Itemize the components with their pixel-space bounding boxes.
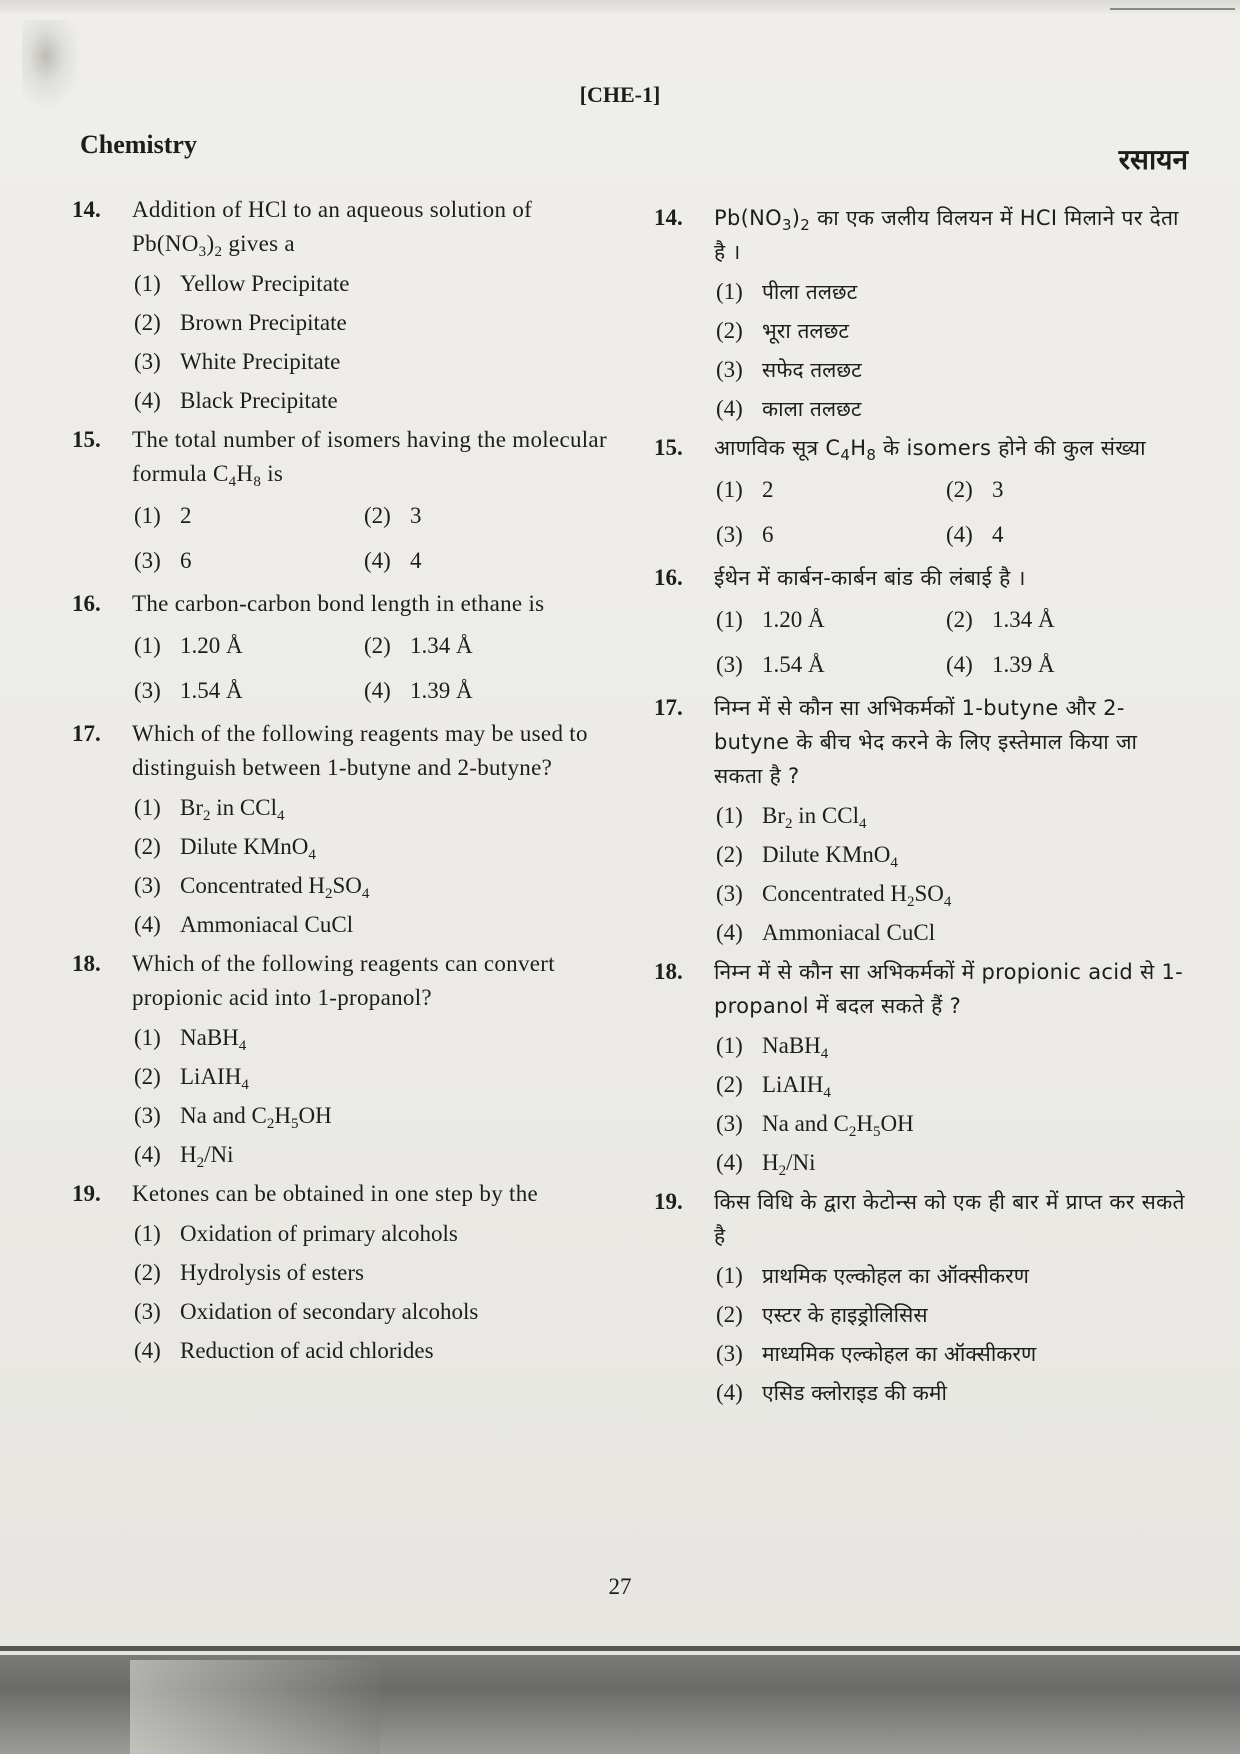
option-number: (1) — [134, 503, 161, 528]
option-number: (1) — [134, 795, 161, 820]
answer-option — [714, 838, 1192, 872]
option-number: (2) — [716, 842, 743, 867]
option-number: (3) — [134, 1299, 161, 1324]
option-text: $H_2/Ni$ — [180, 1142, 234, 1171]
option-number: (1) — [134, 1221, 161, 1246]
option-number: (1) — [716, 803, 743, 828]
question-17 — [654, 691, 1192, 950]
option-list — [714, 603, 1192, 687]
option-text: Na and $C_2H_5OH$ — [180, 1103, 332, 1132]
question-text: Which of the following reagents can convert propionic acid into 1-propanol? — [132, 951, 555, 1010]
option-text: Oxidation of primary alcohols — [180, 1221, 458, 1246]
option-number: (4) — [364, 678, 391, 703]
option-text: 1.20 Å — [762, 607, 825, 632]
option-number: (2) — [946, 477, 973, 502]
answer-option — [132, 1334, 620, 1368]
question-15 — [654, 431, 1192, 557]
option-number: (2) — [946, 607, 973, 632]
answer-option — [132, 544, 362, 578]
question-14 — [72, 193, 620, 418]
answer-option — [132, 499, 362, 533]
question-19 — [654, 1185, 1192, 1410]
answer-option — [714, 392, 1192, 426]
option-number: (4) — [134, 1338, 161, 1363]
option-number: (4) — [134, 1142, 161, 1167]
option-number: (3) — [716, 357, 743, 382]
option-number: (3) — [134, 548, 161, 573]
option-text: Concentrated $H_2SO_4$ — [762, 881, 952, 910]
option-number: (2) — [134, 1064, 161, 1089]
answer-option — [714, 1146, 1192, 1180]
option-text: 2 — [762, 477, 774, 502]
option-number: (1) — [716, 279, 743, 304]
option-number: (2) — [364, 633, 391, 658]
option-text: 6 — [762, 522, 774, 547]
question-text: The total number of isomers having the molecular formula $C_4H_8$ is — [132, 427, 607, 490]
option-text: Ammoniacal CuCl — [180, 912, 354, 937]
question-16 — [72, 587, 620, 713]
option-list — [714, 1029, 1192, 1180]
option-text: LiAIH$_4$ — [762, 1072, 831, 1101]
option-text: एसिड क्लोराइड की कमी — [762, 1381, 947, 1405]
option-number: (3) — [716, 1341, 743, 1366]
option-text: Dilute KMnO$_4$ — [762, 842, 898, 871]
answer-option — [944, 518, 1174, 552]
option-number: (4) — [134, 388, 161, 413]
question-number: 14. — [654, 205, 683, 230]
option-list — [714, 1259, 1192, 1410]
answer-option — [132, 869, 620, 903]
option-text: 3 — [410, 503, 422, 528]
answer-option — [132, 791, 620, 825]
option-text: Concentrated $H_2SO_4$ — [180, 873, 370, 902]
answer-option — [132, 345, 620, 379]
answer-option — [362, 499, 592, 533]
option-number: (1) — [134, 1025, 161, 1050]
question-18 — [654, 955, 1192, 1180]
answer-option — [132, 629, 362, 663]
answer-option — [132, 306, 620, 340]
option-number: (2) — [364, 503, 391, 528]
option-text: LiAIH$_4$ — [180, 1064, 249, 1093]
answer-option — [714, 648, 944, 682]
option-list — [714, 799, 1192, 950]
answer-option — [944, 473, 1174, 507]
question-text: निम्न में से कौन सा अभिकर्मकों में propionic acid से 1-propanol में बदल सकते हैं ? — [714, 960, 1184, 1018]
option-number: (4) — [716, 1380, 743, 1405]
option-number: (3) — [134, 873, 161, 898]
question-text: Addition of HCl to an aqueous solution of $Pb(NO_3)_2$ gives a — [132, 197, 533, 260]
option-text: 4 — [992, 522, 1004, 547]
answer-option — [132, 674, 362, 708]
option-text: NaBH$_4$ — [180, 1025, 247, 1054]
option-number: (2) — [716, 318, 743, 343]
option-number: (2) — [134, 310, 161, 335]
top-rule — [1110, 8, 1235, 10]
question-text: The carbon-carbon bond length in ethane is — [132, 591, 545, 616]
question-number: 18. — [72, 951, 101, 976]
option-number: (1) — [716, 607, 743, 632]
question-text: Ketones can be obtained in one step by the — [132, 1181, 539, 1206]
option-number: (3) — [134, 1103, 161, 1128]
question-19 — [72, 1177, 620, 1368]
question-17 — [72, 717, 620, 942]
option-list — [714, 275, 1192, 426]
answer-option — [714, 1107, 1192, 1141]
answer-option — [362, 629, 592, 663]
answer-option — [714, 1029, 1192, 1063]
option-text: Black Precipitate — [180, 388, 338, 413]
option-text: 1.34 Å — [992, 607, 1055, 632]
option-number: (4) — [716, 1150, 743, 1175]
question-14 — [654, 201, 1192, 426]
answer-option — [944, 603, 1174, 637]
question-text: निम्न में से कौन सा अभिकर्मकों 1-butyne और 2-butyne के बीच भेद करने के लिए इस्तेमाल किया जा सकता है ? — [714, 696, 1138, 788]
option-text: Yellow Precipitate — [180, 271, 350, 296]
answer-option — [132, 1099, 620, 1133]
question-number: 15. — [654, 435, 683, 460]
option-text: 3 — [992, 477, 1004, 502]
option-list — [132, 499, 620, 583]
option-number: (3) — [716, 881, 743, 906]
option-text: Hydrolysis of esters — [180, 1260, 364, 1285]
option-number: (4) — [716, 396, 743, 421]
option-number: (1) — [134, 633, 161, 658]
option-number: (1) — [134, 271, 161, 296]
question-18 — [72, 947, 620, 1172]
question-number: 19. — [72, 1181, 101, 1206]
answer-option — [132, 267, 620, 301]
option-text: 1.34 Å — [410, 633, 473, 658]
option-text: माध्यमिक एल्कोहल का ऑक्सीकरण — [762, 1342, 1037, 1366]
answer-option — [714, 1068, 1192, 1102]
option-text: Reduction of acid chlorides — [180, 1338, 434, 1363]
question-text: आणविक सूत्र $C_4H_8$ के isomers होने की कुल संख्या — [714, 436, 1146, 464]
option-text: पीला तलछट — [762, 280, 858, 304]
answer-option — [714, 314, 1192, 348]
question-text: किस विधि के द्वारा केटोन्स को एक ही बार में प्राप्त कर सकते है — [714, 1190, 1185, 1248]
page-number: 27 — [608, 1574, 632, 1599]
question-number: 14. — [72, 197, 101, 222]
question-number: 19. — [654, 1189, 683, 1214]
option-text: काला तलछट — [762, 397, 862, 421]
option-text: 1.39 Å — [992, 652, 1055, 677]
scan-bottom-shade — [130, 1660, 380, 1754]
option-text: 2 — [180, 503, 192, 528]
option-number: (4) — [716, 920, 743, 945]
answer-option — [714, 877, 1192, 911]
option-number: (3) — [716, 1111, 743, 1136]
answer-option — [362, 674, 592, 708]
option-text: Na and $C_2H_5OH$ — [762, 1111, 914, 1140]
option-text: NaBH$_4$ — [762, 1033, 829, 1062]
answer-option — [132, 830, 620, 864]
option-list — [132, 1021, 620, 1172]
answer-option — [132, 1295, 620, 1329]
option-number: (3) — [134, 678, 161, 703]
option-text: White Precipitate — [180, 349, 341, 374]
paper-code: [CHE-1] — [579, 82, 661, 107]
answer-option — [714, 916, 1192, 950]
option-list — [132, 791, 620, 942]
option-text: Dilute KMnO$_4$ — [180, 834, 316, 863]
answer-option — [132, 1060, 620, 1094]
question-number: 18. — [654, 959, 683, 984]
option-text: Oxidation of secondary alcohols — [180, 1299, 479, 1324]
hindi-column — [654, 201, 1192, 1415]
option-text: भूरा तलछट — [762, 319, 849, 343]
option-text: 1.39 Å — [410, 678, 473, 703]
option-text: 1.20 Å — [180, 633, 243, 658]
answer-option — [714, 1298, 1192, 1332]
option-number: (4) — [946, 522, 973, 547]
option-text: 1.54 Å — [180, 678, 243, 703]
question-text: ईथेन में कार्बन-कार्बन बांड की लंबाई है । — [714, 566, 1026, 590]
answer-option — [132, 1138, 620, 1172]
question-text: $Pb(NO_3)_2$ का एक जलीय विलयन में HCI मिलाने पर देता है । — [714, 206, 1179, 264]
option-list — [714, 473, 1192, 557]
answer-option — [132, 1256, 620, 1290]
option-number: (3) — [134, 349, 161, 374]
subject-title-english: Chemistry — [80, 130, 197, 159]
answer-option — [132, 384, 620, 418]
option-number: (1) — [716, 1033, 743, 1058]
option-text: प्राथमिक एल्कोहल का ऑक्सीकरण — [762, 1264, 1029, 1288]
option-list — [132, 629, 620, 713]
option-text: $H_2/Ni$ — [762, 1150, 816, 1179]
question-number: 16. — [654, 565, 683, 590]
option-number: (2) — [134, 834, 161, 859]
option-number: (2) — [134, 1260, 161, 1285]
scan-edge — [0, 0, 1240, 14]
answer-option — [944, 648, 1174, 682]
question-15 — [72, 423, 620, 583]
option-text: एस्टर के हाइड्रोलिसिस — [762, 1303, 928, 1327]
option-text: 6 — [180, 548, 192, 573]
option-text: Brown Precipitate — [180, 310, 347, 335]
option-text: 1.54 Å — [762, 652, 825, 677]
bottom-rule — [0, 1646, 1240, 1651]
answer-option — [714, 1376, 1192, 1410]
answer-option — [132, 1217, 620, 1251]
english-column — [72, 193, 620, 1373]
option-list — [132, 1217, 620, 1368]
question-text: Which of the following reagents may be used to distinguish between 1-butyne and 2-butyne? — [132, 721, 588, 780]
answer-option — [714, 473, 944, 507]
subject-title-hindi: रसायन — [1118, 143, 1188, 176]
answer-option — [714, 518, 944, 552]
answer-option — [714, 799, 1192, 833]
option-number: (4) — [364, 548, 391, 573]
question-16 — [654, 561, 1192, 687]
answer-option — [714, 275, 1192, 309]
option-text: Ammoniacal CuCl — [762, 920, 936, 945]
answer-option — [714, 353, 1192, 387]
answer-option — [714, 1259, 1192, 1293]
option-number: (2) — [716, 1302, 743, 1327]
answer-option — [714, 1337, 1192, 1371]
answer-option — [132, 1021, 620, 1055]
option-text: 4 — [410, 548, 422, 573]
option-list — [132, 267, 620, 418]
question-number: 15. — [72, 427, 101, 452]
answer-option — [362, 544, 592, 578]
option-number: (4) — [946, 652, 973, 677]
question-number: 16. — [72, 591, 101, 616]
answer-option — [132, 908, 620, 942]
option-number: (4) — [134, 912, 161, 937]
option-number: (1) — [716, 477, 743, 502]
option-text: $Br_2$ in CCl$_4$ — [180, 795, 285, 824]
option-text: $Br_2$ in CCl$_4$ — [762, 803, 867, 832]
question-number: 17. — [72, 721, 101, 746]
option-number: (1) — [716, 1263, 743, 1288]
question-number: 17. — [654, 695, 683, 720]
option-number: (3) — [716, 652, 743, 677]
option-text: सफेद तलछट — [762, 358, 862, 382]
option-number: (2) — [716, 1072, 743, 1097]
answer-option — [714, 603, 944, 637]
option-number: (3) — [716, 522, 743, 547]
